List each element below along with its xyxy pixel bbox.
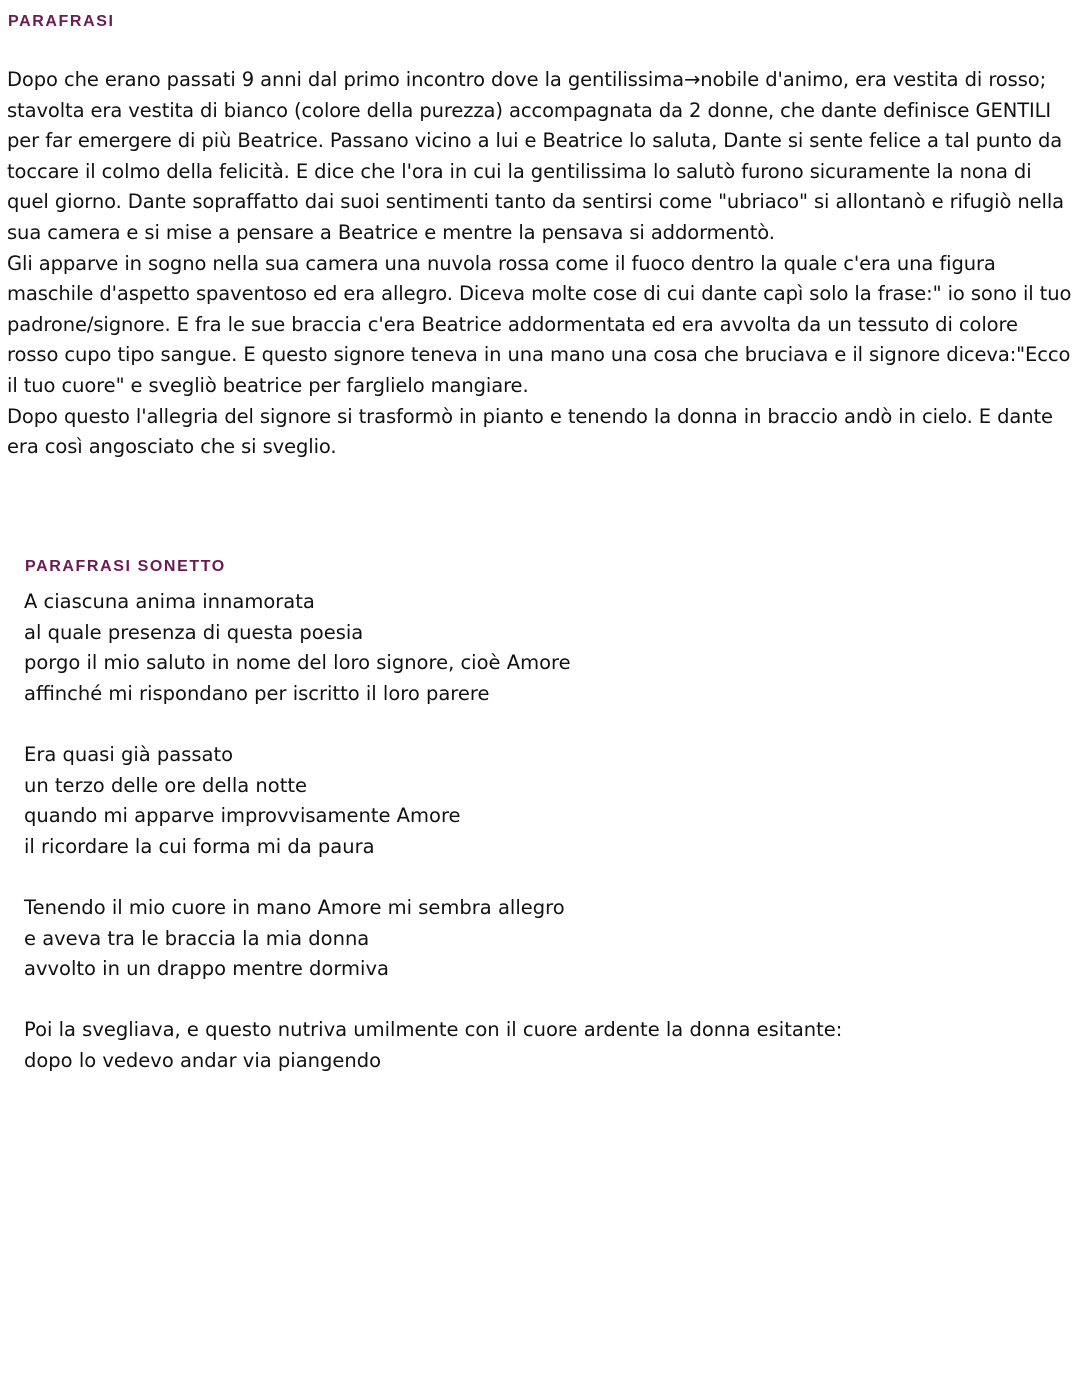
- stanza: [24, 1015, 1024, 1076]
- paragraph: Dopo questo l'allegria del signore si trasformò in pianto e tenendo la donna in braccio andò in cielo. E dante era così angosciato che si sveglio.: [7, 404, 1053, 459]
- verse-line: al quale presenza di questa poesia: [24, 620, 364, 644]
- verse-line: quando mi apparve improvvisamente Amore: [24, 804, 461, 828]
- verse-line: avvolto in un drappo mentre dormiva: [24, 957, 389, 981]
- verse-line: Poi la svegliava, e questo nutriva umilmente con il cuore ardente la donna esitante:: [24, 1018, 843, 1042]
- verse-line: Era quasi già passato: [24, 742, 234, 766]
- verse-line: A ciascuna anima innamorata: [24, 590, 315, 613]
- verse-line: dopo lo vedevo andar via piangendo: [24, 1048, 382, 1072]
- verse-line: e aveva tra le braccia la mia donna: [24, 926, 370, 950]
- sonetto-heading: PARAFRASI SONETTO: [25, 558, 226, 575]
- parafrasi-body: [7, 65, 1073, 463]
- stanza: [24, 587, 1024, 709]
- paragraph: Gli apparve in sogno nella sua camera una nuvola rossa come il fuoco dentro la quale c'era una figura maschile d'aspetto spaventoso ed era allegro. Diceva molte cose di cui dante capì solo la frase:" io sono il tuo padrone/signore. E fra le sue braccia c'era Beatrice addormentata ed era avvolta da un tessuto di colore rosso cupo tipo sangue. E questo signore teneva in una mano una cosa che bruciava e il signore diceva:"Ecco il tuo cuore" e svegliò beatrice per farglielo mangiare.: [7, 251, 1072, 397]
- verse-line: porgo il mio saluto in nome del loro signore, cioè Amore: [24, 651, 571, 675]
- stanza: [24, 740, 1024, 862]
- verse-line: il ricordare la cui forma mi da paura: [24, 834, 375, 858]
- sonetto-body: [24, 587, 1024, 1107]
- paragraph: Dopo che erano passati 9 anni dal primo incontro dove la gentilissima→nobile d'animo, era vestita di rosso; stavolta era vestita di bianco (colore della purezza) accompagnata da 2 donne, che dante definisce GENTILI per far emergere di più Beatrice. Passano vicino a lui e Beatrice lo saluta, Dante si sente felice a tal punto da toccare il colmo della felicità. E dice che l'ora in cui la gentilissima lo salutò furono sicuramente la nona di quel giorno. Dante sopraffatto dai suoi sentimenti tanto da sentirsi come "ubriaco" si allontanò e rifugiò nella sua camera e si mise a pensare a Beatrice e mentre la pensava si addormentò.: [7, 68, 1065, 244]
- stanza: [24, 893, 1024, 985]
- verse-line: un terzo delle ore della notte: [24, 773, 307, 797]
- parafrasi-heading: PARAFRASI: [8, 13, 115, 30]
- verse-line: affinché mi rispondano per iscritto il loro parere: [24, 681, 490, 705]
- verse-line: Tenendo il mio cuore in mano Amore mi sembra allegro: [24, 895, 565, 919]
